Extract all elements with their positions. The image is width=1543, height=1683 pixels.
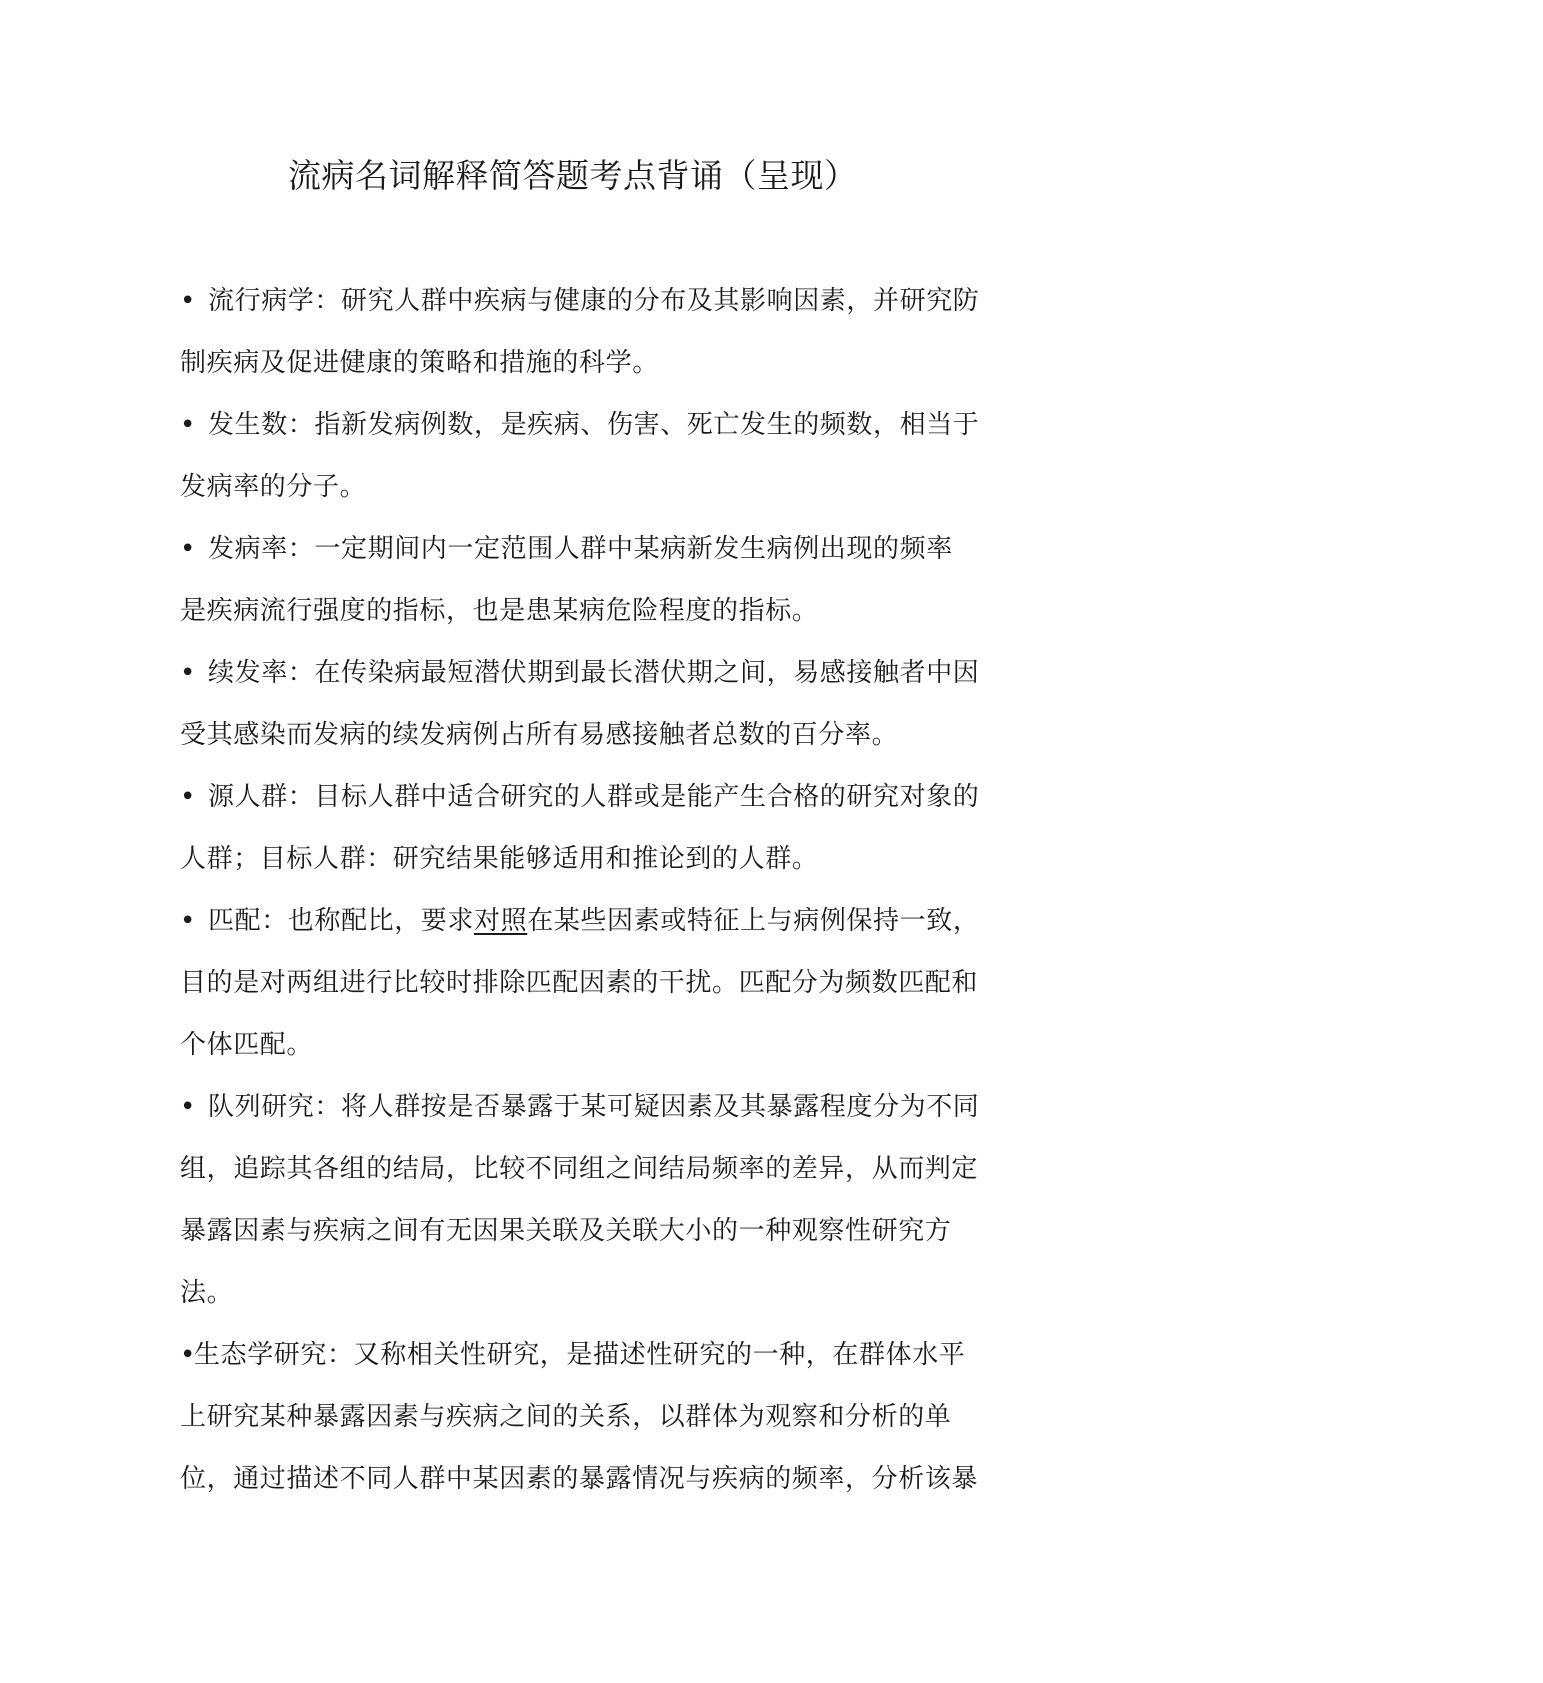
- entry-line: [180, 270, 1010, 332]
- entry-line: [180, 1262, 1010, 1324]
- underlined-term: 对照: [474, 906, 528, 936]
- entry-line: [180, 394, 1010, 456]
- entry-text: 发病率的分子。: [180, 472, 367, 502]
- entry-line: [180, 1138, 1010, 1200]
- entry-line: [180, 1324, 1010, 1386]
- entry-line: [180, 1200, 1010, 1262]
- entry-text: 队列研究：将人群按是否暴露于某可疑因素及其暴露程度分为不同: [208, 1092, 980, 1122]
- bullet-icon: •: [180, 286, 196, 316]
- entry-text: 是疾病流行强度的指标，也是患某病危险程度的指标。: [180, 596, 819, 626]
- entry-line: [180, 642, 1010, 704]
- entry-text: 位，通过描述不同人群中某因素的暴露情况与疾病的频率，分析该暴: [180, 1464, 979, 1494]
- bullet-icon: •: [180, 410, 196, 440]
- entry-line: [180, 828, 1010, 890]
- entry-line: [180, 1448, 1010, 1510]
- bullet-icon: •: [180, 782, 196, 812]
- bullet-icon: •: [180, 658, 196, 688]
- bullet-icon: •: [180, 1092, 196, 1122]
- entry-line: [180, 890, 1010, 952]
- entry-text: 发病率：一定期间内一定范围人群中某病新发生病例出现的频率: [208, 534, 953, 564]
- entry-text: 人群；目标人群：研究结果能够适用和推论到的人群。: [180, 844, 819, 874]
- entry-text: 个体匹配。: [180, 1030, 314, 1060]
- entry-text: 上研究某种暴露因素与疾病之间的关系，以群体为观察和分析的单: [180, 1402, 952, 1432]
- entry-line: [180, 1076, 1010, 1138]
- entry-line: [180, 704, 1010, 766]
- entry-text: 发生数：指新发病例数，是疾病、伤害、死亡发生的频数，相当于: [208, 410, 980, 440]
- entry-text: 暴露因素与疾病之间有无因果关联及关联大小的一种观察性研究方: [180, 1216, 952, 1246]
- entry-line: [180, 580, 1010, 642]
- document-title: 流病名词解释简答题考点背诵（呈现）: [288, 156, 858, 195]
- bullet-icon: •: [180, 1340, 196, 1370]
- entry-text: 制疾病及促进健康的策略和措施的科学。: [180, 348, 659, 378]
- entry-text: 组，追踪其各组的结局，比较不同组之间结局频率的差异，从而判定: [180, 1154, 979, 1184]
- entry-text: 法。: [180, 1278, 234, 1308]
- entry-line: [180, 1014, 1010, 1076]
- entry-text: 生态学研究：又称相关性研究，是描述性研究的一种，在群体水平: [194, 1340, 966, 1370]
- entry-line: [180, 456, 1010, 518]
- entry-text: 在某些因素或特征上与病例保持一致，: [527, 906, 980, 936]
- entry-line: [180, 766, 1010, 828]
- entry-text: 续发率：在传染病最短潜伏期到最长潜伏期之间，易感接触者中因: [208, 658, 980, 688]
- entry-text: 受其感染而发病的续发病例占所有易感接触者总数的百分率。: [180, 720, 899, 750]
- entry-line: [180, 332, 1010, 394]
- bullet-icon: •: [180, 534, 196, 564]
- entry-line: [180, 518, 1010, 580]
- entry-text: 匹配：也称配比，要求: [208, 906, 475, 936]
- entry-text: 流行病学：研究人群中疾病与健康的分布及其影响因素，并研究防: [208, 286, 980, 316]
- entry-line: [180, 952, 1010, 1014]
- bullet-icon: •: [180, 906, 196, 936]
- entry-line: [180, 1386, 1010, 1448]
- document-body: [180, 270, 1010, 1510]
- entry-text: 源人群：目标人群中适合研究的人群或是能产生合格的研究对象的: [208, 782, 980, 812]
- entry-text: 目的是对两组进行比较时排除匹配因素的干扰。匹配分为频数匹配和: [180, 968, 979, 998]
